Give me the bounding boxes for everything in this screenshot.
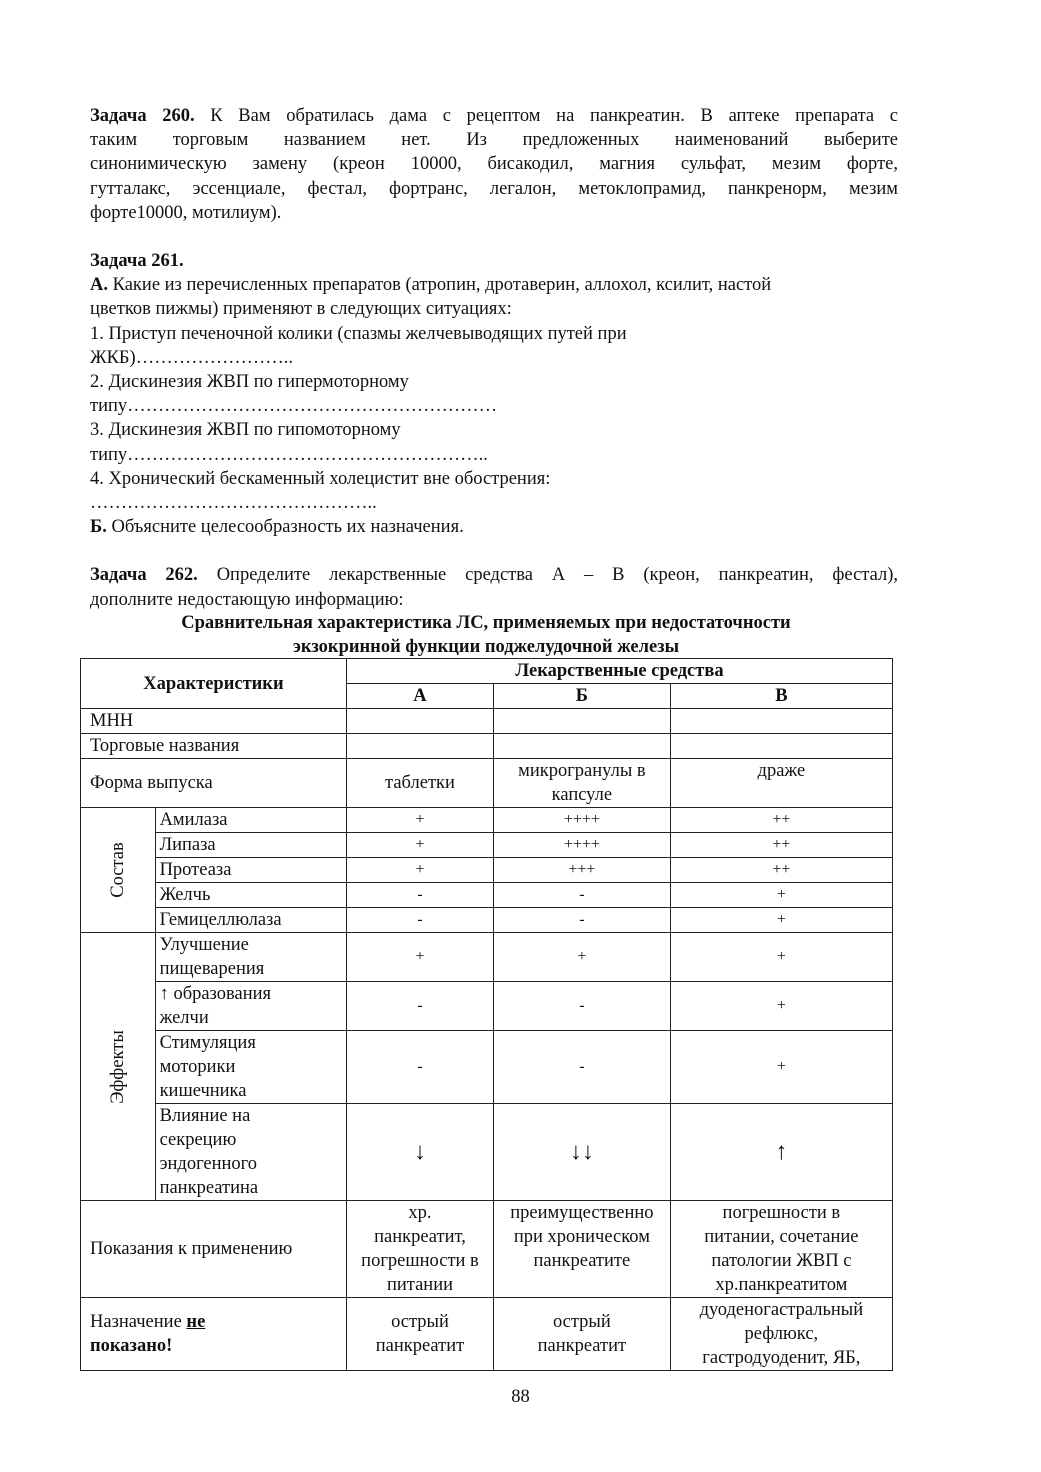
sostav-c: ++: [670, 833, 892, 858]
contra-a: острый панкреатит: [346, 1298, 493, 1371]
form-c: драже: [670, 759, 892, 808]
effect-label: Улучшение пищеварения: [155, 933, 346, 982]
task262-title: Задача 262.: [90, 565, 198, 586]
form-b: микрогранулы в капсуле: [494, 759, 671, 808]
effect-c: +: [670, 933, 892, 982]
sostav-b: ++++: [494, 808, 671, 833]
cell-empty: [670, 709, 892, 734]
task262-line-2: дополните недостающую информацию:: [90, 589, 404, 610]
header-characteristics: Характеристики: [81, 659, 347, 709]
sostav-label: Протеаза: [155, 858, 346, 883]
task261-item-line: 1. Приступ печеночной колики (спазмы желчевыводящих путей при: [90, 323, 627, 344]
sostav-b: +++: [494, 858, 671, 883]
indications-c: погрешности в питании, сочетание патологии ЖВП с хр.панкреатитом: [670, 1201, 892, 1298]
sostav-label: Липаза: [155, 833, 346, 858]
effect-label: ↑ образования желчи: [155, 982, 346, 1031]
indications-label: Показания к применению: [81, 1201, 347, 1298]
group-sostav: Состав: [81, 808, 156, 933]
header-col-a: А: [346, 684, 493, 709]
task262-line-1: Задача 262. Определите лекарственные средства А – В (креон, панкреатин, фестал),: [90, 565, 898, 586]
contra-label: Назначение не показано!: [81, 1298, 347, 1371]
effect-b: -: [494, 982, 671, 1031]
sostav-a: +: [346, 808, 493, 833]
indications-b: преимущественно при хроническом панкреатите: [494, 1201, 671, 1298]
sostav-label: Желчь: [155, 883, 346, 908]
contra-c: дуоденогастральный рефлюкс, гастродуоденит, ЯБ,: [670, 1298, 892, 1371]
sostav-label: Амилаза: [155, 808, 346, 833]
sostav-a: +: [346, 858, 493, 883]
task261-item-line: 4. Хронический бескаменный холецистит вне обострения:: [90, 468, 551, 489]
header-col-c: В: [670, 684, 892, 709]
indications-a: хр. панкреатит, погрешности в питании: [346, 1201, 493, 1298]
row-mnn-label: МНН: [81, 709, 347, 734]
effect-c: +: [670, 982, 892, 1031]
sostav-a: +: [346, 833, 493, 858]
task261-item-line: ………………………………………..: [90, 493, 377, 514]
sostav-b: -: [494, 908, 671, 933]
task260-line-1: Задача 260. К Вам обратилась дама с рецептом на панкреатин. В аптеке препарата с: [90, 106, 898, 126]
task260-line-2: таким торговым названием нет. Из предложенных наименований выберите: [90, 130, 898, 151]
effect-a: -: [346, 982, 493, 1031]
sostav-label: Гемицеллюлаза: [155, 908, 346, 933]
sostav-a: -: [346, 883, 493, 908]
task261-item-line: типу…………………………………………………..: [90, 444, 488, 465]
task261-item-line: 3. Дискинезия ЖВП по гипомоторному: [90, 420, 401, 441]
sostav-b: -: [494, 883, 671, 908]
task261-a-line-2: цветков пижмы) применяют в следующих ситуациях:: [90, 299, 512, 320]
sostav-c: ++: [670, 858, 892, 883]
task261-item-line: 2. Дискинезия ЖВП по гипермоторному: [90, 372, 409, 393]
effect-b: ↓↓: [494, 1104, 671, 1201]
effect-b: +: [494, 933, 671, 982]
effect-a: ↓: [346, 1104, 493, 1201]
task260-line-3: синонимическую замену (креон 10000, бисакодил, магния сульфат, мезим форте,: [90, 154, 898, 175]
effect-a: +: [346, 933, 493, 982]
page-body: [90, 104, 898, 612]
table-caption: Сравнительная характеристика ЛС, применяемых при недостаточности экзокринной функции поджелудочной железы: [181, 613, 791, 657]
contra-b: острый панкреатит: [494, 1298, 671, 1371]
page-number: 88: [511, 1387, 530, 1407]
effect-label: Стимуляция моторики кишечника: [155, 1031, 346, 1104]
form-a: таблетки: [346, 759, 493, 808]
row-trade-label: Торговые названия: [81, 734, 347, 759]
group-effects: Эффекты: [81, 933, 156, 1201]
cell-empty: [494, 709, 671, 734]
task261-a-line-1: А. Какие из перечисленных препаратов (атропин, дротаверин, аллохол, ксилит, настой: [90, 275, 772, 296]
cell-empty: [346, 709, 493, 734]
comparison-table: [80, 658, 893, 1371]
effect-c: ↑: [670, 1104, 892, 1201]
header-col-b: Б: [494, 684, 671, 709]
effect-b: -: [494, 1031, 671, 1104]
task261-item-line: типу……………………………………………………: [90, 396, 498, 417]
sostav-c: +: [670, 908, 892, 933]
task260-title: Задача 260.: [90, 106, 195, 126]
effect-c: +: [670, 1031, 892, 1104]
header-drugs: Лекарственные средства: [346, 659, 892, 684]
effect-a: -: [346, 1031, 493, 1104]
cell-empty: [494, 734, 671, 759]
task261-b-line: Б. Объясните целесообразность их назначения.: [90, 517, 464, 538]
task261-title: Задача 261.: [90, 251, 184, 272]
row-form-label: Форма выпуска: [81, 759, 347, 808]
sostav-b: ++++: [494, 833, 671, 858]
sostav-a: -: [346, 908, 493, 933]
sostav-c: ++: [670, 808, 892, 833]
effect-label: Влияние на секрецию эндогенного панкреатина: [155, 1104, 346, 1201]
task261-item-line: ЖКБ)……………………..: [90, 347, 293, 368]
cell-empty: [670, 734, 892, 759]
task260-line-4: гутталакс, эссенциале, фестал, фортранс, легалон, метоклопрамид, панкренорм, мезим: [90, 178, 898, 199]
cell-empty: [346, 734, 493, 759]
task260-line-5: форте10000, мотилиум).: [90, 202, 282, 223]
sostav-c: +: [670, 883, 892, 908]
